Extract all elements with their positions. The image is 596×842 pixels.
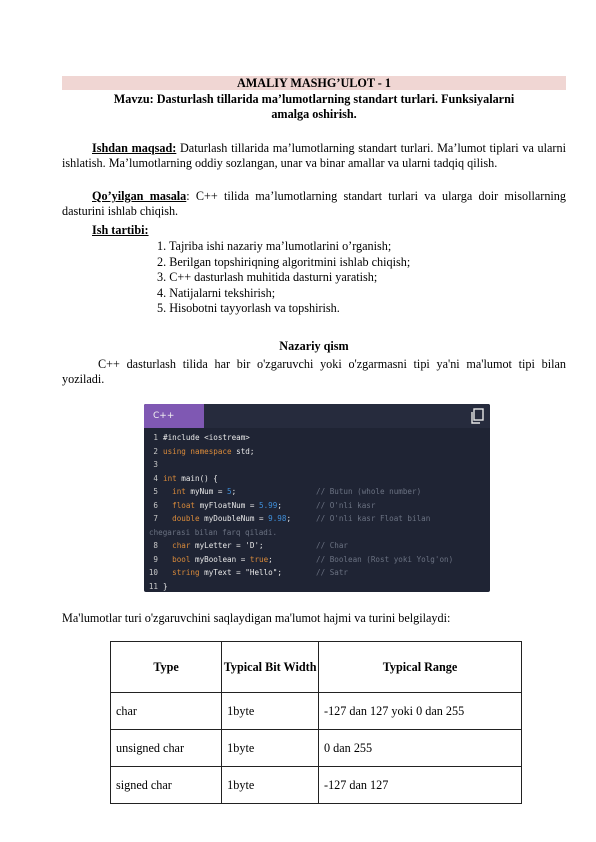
data-types-table <box>110 641 522 804</box>
table-cell: 1byte <box>222 767 319 804</box>
subject-heading <box>62 92 566 122</box>
code-line: 3 <box>153 460 158 469</box>
table-cell: -127 dan 127 <box>319 767 522 804</box>
goal-label: Ishdan maqsad: <box>92 141 177 155</box>
table-cell: 1byte <box>222 730 319 767</box>
list-item: 1. Tajriba ishi nazariy ma’lumotlarini o’rganish; <box>157 239 392 253</box>
code-tab-bar <box>144 404 490 428</box>
code-line: 7 double myDoubleNum = 9.98; // O'nli kasr Float bilan <box>153 514 431 523</box>
code-language-tab[interactable]: C++ <box>144 404 204 428</box>
page-title: AMALIY MASHG’ULOT - 1 <box>62 76 566 90</box>
table-cell: 0 dan 255 <box>319 730 522 767</box>
code-line: 4 int main() { <box>153 473 218 483</box>
goal-text: Daturlash tillarida ma’lumotlarning standart turlari. Ma’lumot tiplari va ularni ishlatish. Ma’lumotlarning oddiy sozlangan, unar va binar amallar va ularni tadqiq qilish. <box>62 141 566 170</box>
list-item: 4. Natijalarni tekshirish; <box>157 285 276 300</box>
table-cell: unsigned char <box>111 730 222 767</box>
column-header-range: Typical Range <box>319 642 522 693</box>
column-header-type: Type <box>111 642 222 693</box>
table-row <box>111 767 522 804</box>
task-label: Qo’yilgan masala <box>92 189 187 203</box>
code-line: 6 float myFloatNum = 5.99; // O'nli kasr <box>153 500 376 510</box>
table-cell: char <box>111 693 222 730</box>
list-item: 3. C++ dasturlash muhitida dasturni yaratish; <box>157 270 378 284</box>
table-cell: signed char <box>111 767 222 804</box>
subject-line-1: Mavzu: Dasturlash tillarida ma’lumotlarning standart turlari. Funksiyalarni <box>113 92 515 106</box>
steps-list <box>157 239 410 317</box>
copy-icon[interactable] <box>470 408 484 424</box>
code-lines <box>144 431 490 592</box>
table-cell: 1byte <box>222 693 319 730</box>
order-heading <box>62 223 566 238</box>
task-text: : C++ tilida ma’lumotlarning standart turlari va ularga doir misollarning dasturini ishlab chiqish. <box>62 189 566 218</box>
data-types-description: Ma'lumotlar turi o'zgaruvchini saqlaydigan ma'lumot hajmi va turini belgilaydi: <box>62 611 451 625</box>
goal-paragraph <box>62 141 566 171</box>
theory-intro-text: C++ dasturlash tilida har bir o'zgaruvchi yoki o'zgarmasni tipi ya'ni ma'lumot tipi bilan yoziladi. <box>62 357 566 386</box>
code-line: 9 bool myBoolean = true; // Boolean (Rost yoki Yolg'on) <box>153 554 454 564</box>
task-paragraph <box>62 189 566 219</box>
code-line: 5 int myNum = 5; // Butun (whole number) <box>153 487 422 496</box>
code-line: 11 } <box>148 581 168 591</box>
column-header-bit-width: Typical Bit Width <box>222 642 319 693</box>
table-header-row <box>111 642 522 693</box>
code-line: 10 string myText = "Hello"; // Satr <box>148 568 349 577</box>
code-line: 1 #include <iostream> <box>153 433 250 442</box>
table-row <box>111 730 522 767</box>
list-item: 5. Hisobotni tayyorlash va topshirish. <box>157 301 340 315</box>
list-item: 2. Berilgan topshiriqning algoritmini ishlab chiqish; <box>157 254 411 269</box>
table-cell: -127 dan 127 yoki 0 dan 255 <box>319 693 522 730</box>
section-title-theory: Nazariy qism <box>279 339 349 353</box>
subject-line-2: amalga oshirish. <box>271 107 357 121</box>
code-line: chegarasi bilan farq qiladi. <box>149 527 278 537</box>
code-block <box>144 404 490 592</box>
table-row <box>111 693 522 730</box>
theory-intro <box>62 357 566 387</box>
order-label: Ish tartibi: <box>92 223 149 237</box>
code-line: 2 using namespace std; <box>153 446 255 456</box>
code-line: 8 char myLetter = 'D'; // Char <box>153 541 349 550</box>
